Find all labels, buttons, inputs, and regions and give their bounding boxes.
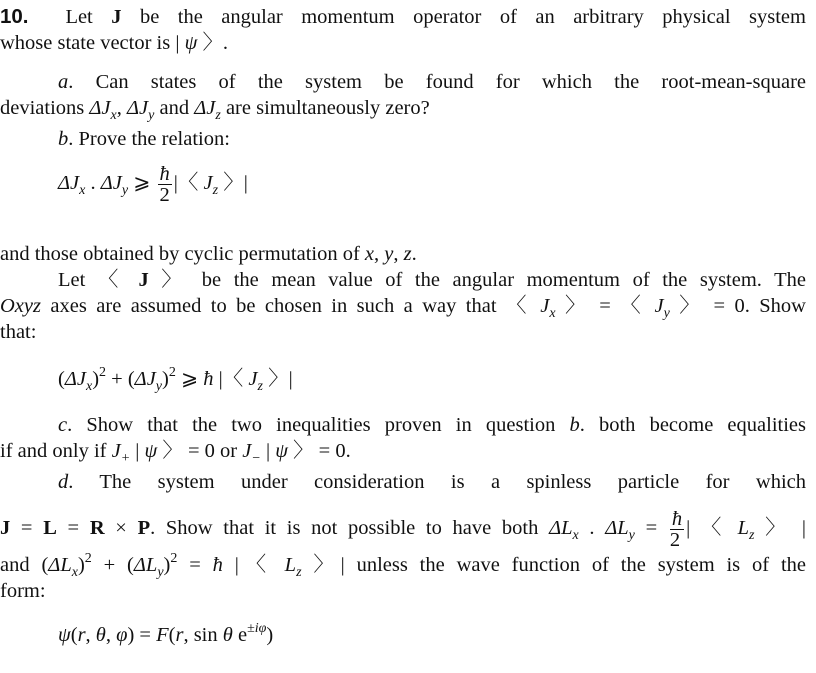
equation-1: $\Delta J_x$ . $\Delta J_y$ ⩾ $\frac{ħ}{2}$ |〈 $J_z$ 〉|: [58, 163, 248, 206]
part-a-line-1: a. Can states of the system be found for which the root-mean-square: [58, 71, 806, 93]
equation-3: ψ(r, θ, φ) = F(r, sin θ $e^{\pm i\varphi}$): [58, 621, 274, 646]
part-b-line-1: b. Prove the relation:: [58, 128, 230, 150]
mean-line-3: that:: [0, 321, 37, 343]
mean-line-2: Oxyz axes are assumed to be chosen in such a way that 〈 $J_x$ 〉 = 〈 $J_y$ 〉 = 0. Show: [0, 295, 806, 321]
part-a-line-2: deviations $\Delta J_x$, $\Delta J_y$ and $\Delta J_z$ are simultaneously zero?: [0, 97, 430, 123]
problem-number: 10.: [0, 5, 29, 28]
part-c-line-2: if and only if $J_+$ | ψ 〉 = 0 or $J_-$ | ψ 〉 = 0.: [0, 440, 351, 466]
equation-2: $(\Delta J_x)^2 + (\Delta J_y)^2$ ⩾ ħ |〈 $J_z$ 〉|: [58, 365, 293, 394]
part-d-line-2: J = L = R × P. Show that it is not possible to have both $\Delta L_x$ . $\Delta L_y$ = $\frac{ħ}{2}$ | 〈 $L_z$ 〉 |: [0, 508, 807, 551]
after-equation-1: and those obtained by cyclic permutation of x, y, z.: [0, 243, 417, 265]
intro-line-2: whose state vector is | ψ 〉.: [0, 32, 229, 54]
part-d-line-1: d. The system under consideration is a spinless particle for which: [58, 471, 806, 493]
part-d-line-4: form:: [0, 580, 46, 602]
part-d-line-3: and $(\Delta L_x)^2 + (\Delta L_y)^2$ = ħ |〈 $L_z$ 〉| unless the wave function of the system is of the: [0, 551, 806, 580]
part-c-line-1: c. Show that the two inequalities proven in question b. both become equalities: [58, 414, 806, 436]
mean-line-1: Let 〈 J 〉 be the mean value of the angular momentum of the system. The: [58, 269, 806, 291]
intro-line-1: 10. Let J be the angular momentum operator of an arbitrary physical system: [0, 5, 806, 28]
